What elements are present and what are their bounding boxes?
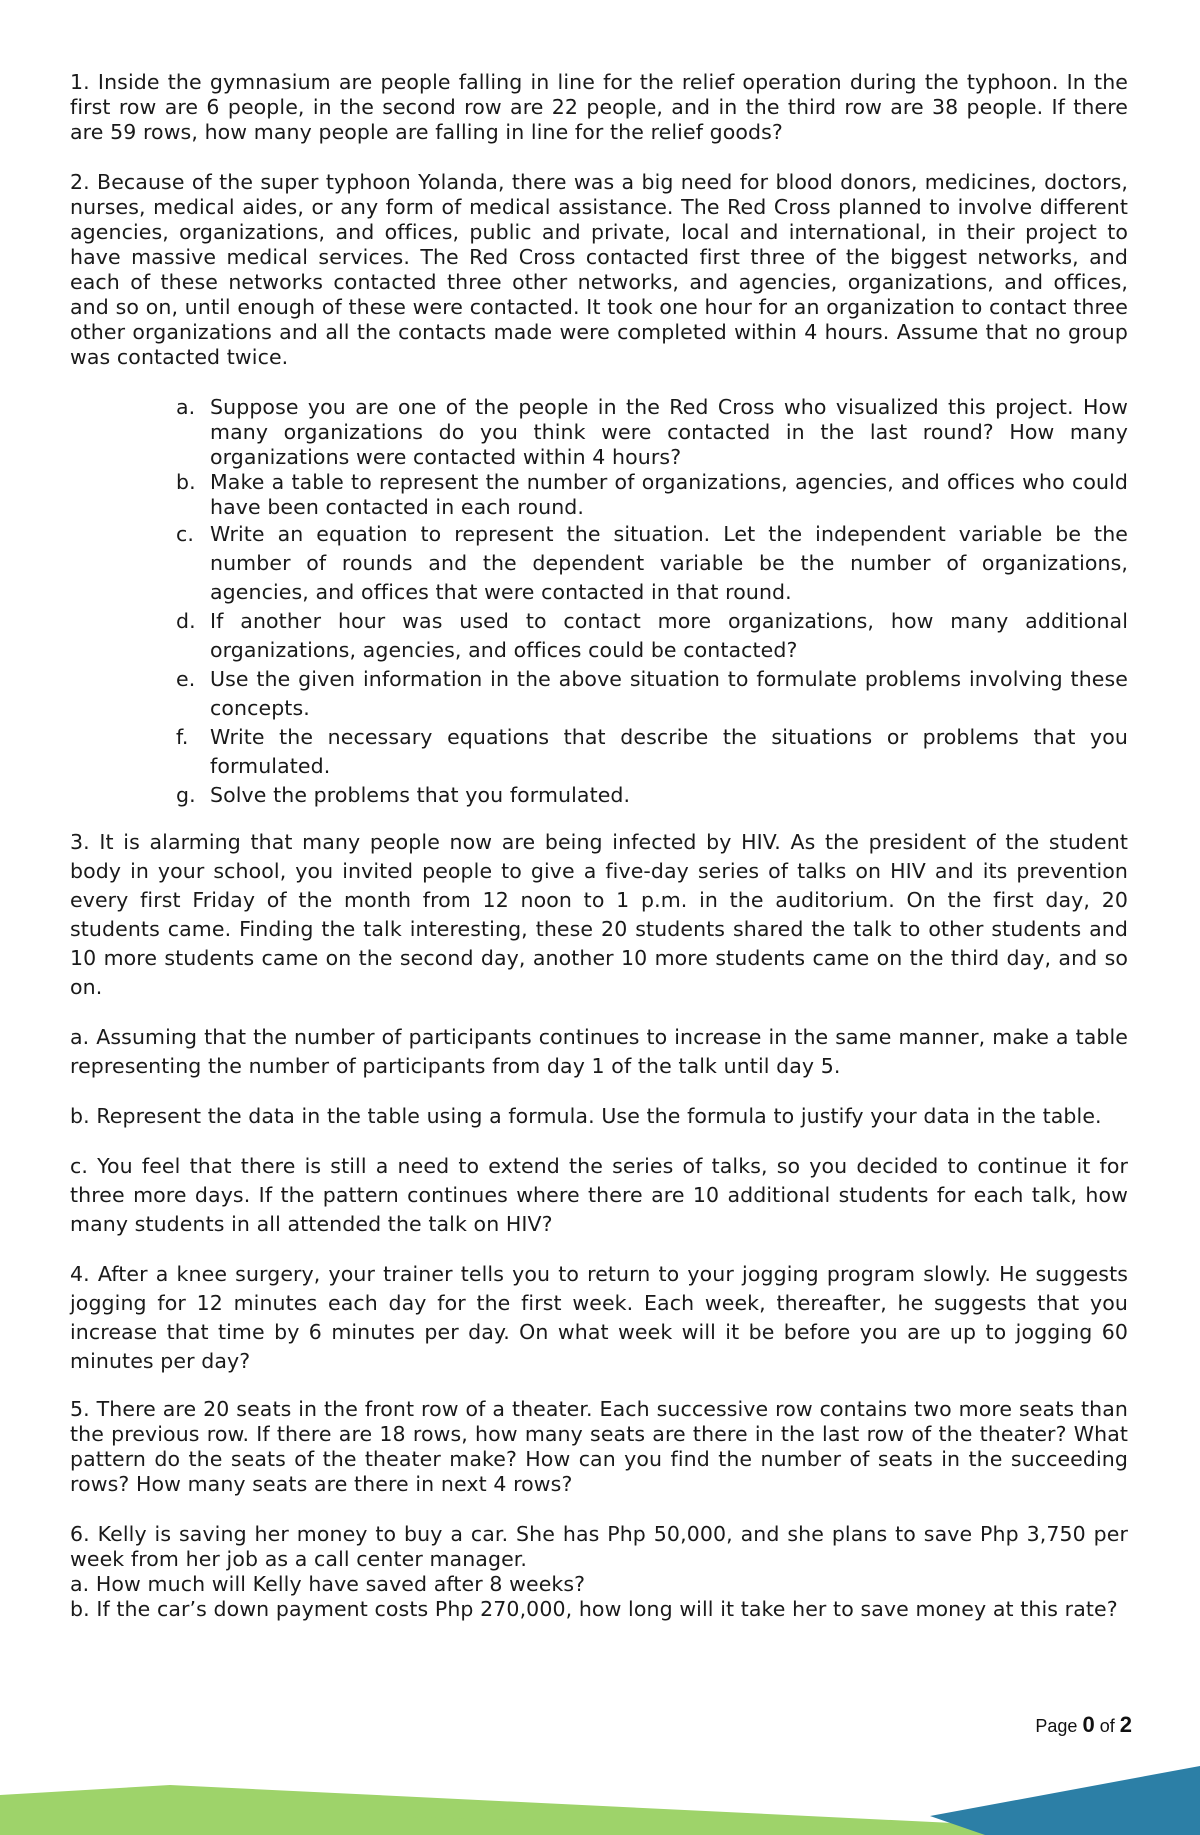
page-number: Page 0 of 2 [1035,1712,1132,1737]
problem-1: 1. Inside the gymnasium are people falling in line for the relief operation during the typhoon. In the first row are 6 people, in the second row are 22 people, and in the third row are 38 people. If there are 59 rows, how many people are falling in line for the relief goods? [70,70,1128,144]
list-item: b. Make a table to represent the number of organizations, agencies, and offices who could have been contacted in each round. [176,470,1128,519]
problem-3b: b. Represent the data in the table using a formula. Use the formula to justify your data in the table. [70,1104,1102,1128]
list-item: g. Solve the problems that you formulated. [176,783,631,807]
list-item: e. Use the given information in the above situation to formulate problems involving these concepts. [176,667,1128,720]
problem-3: 3. It is alarming that many people now are being infected by HIV. As the president of the student body in your school, you invited people to give a five-day series of talks on HIV and its prevention every first Friday of the month from 12 noon to 1 p.m. in the auditorium. On the first day, 20 students came. Finding the talk interesting, these 20 students shared the talk to other students and 10 more students came on the second day, another 10 more students came on the third day, and so on. [70,830,1128,999]
problem-6b: b. If the car’s down payment costs Php 270,000, how long will it take her to save money at this rate? [70,1597,1118,1621]
problem-4: 4. After a knee surgery, your trainer tells you to return to your jogging program slowly. He suggests jogging for 12 minutes each day for the first week. Each week, thereafter, he suggests that you increase that time by 6 minutes per day. On what week will it be before you are up to jogging 60 minutes per day? [70,1262,1128,1373]
problem-2: 2. Because of the super typhoon Yolanda, there was a big need for blood donors, medicines, doctors, nurses, medical aides, or any form of medical assistance. The Red Cross planned to involve different agencies, organizations, and offices, public and private, local and international, in their project to have massive medical services. The Red Cross contacted first three of the biggest networks, and each of these networks contacted three other networks, and agencies, organizations, and offices, and so on, until enough of these were contacted. It took one hour for an organization to contact three other organizations and all the contacts made were completed within 4 hours. Assume that no group was contacted twice. [70,170,1128,369]
problem-3a: a. Assuming that the number of participants continues to increase in the same manner, make a table representing the number of participants from day 1 of the talk until day 5. [70,1025,1128,1078]
problem-5: 5. There are 20 seats in the front row of a theater. Each successive row contains two more seats than the previous row. If there are 18 rows, how many seats are there in the last row of the theater? What pattern do the seats of the theater make? How can you find the number of seats in the succeeding rows? How many seats are there in next 4 rows? [70,1397,1128,1496]
list-item: f. Write the necessary equations that describe the situations or problems that you formulated. [176,725,1128,778]
problem-6a: a. How much will Kelly have saved after 8 weeks? [70,1572,586,1596]
problem-3c: c. You feel that there is still a need to extend the series of talks, so you decided to continue it for three more days. If the pattern continues where there are 10 additional students for each talk, how many students in all attended the talk on HIV? [70,1154,1128,1236]
footer-blue-wedge [930,1766,1200,1835]
list-item: d. If another hour was used to contact more organizations, how many additional organizations, agencies, and offices could be contacted? [176,609,1128,662]
list-item: a. Suppose you are one of the people in the Red Cross who visualized this project. How many organizations do you think were contacted in the last round? How many organizations were contacted within 4 hours? [176,395,1128,469]
list-item: c. Write an equation to represent the situation. Let the independent variable be the number of rounds and the dependent variable be the number of organizations, agencies, and offices that were contacted in that round. [176,522,1128,604]
problem-6: 6. Kelly is saving her money to buy a car. She has Php 50,000, and she plans to save Php 3,750 per week from her job as a call center manager. [70,1522,1128,1571]
